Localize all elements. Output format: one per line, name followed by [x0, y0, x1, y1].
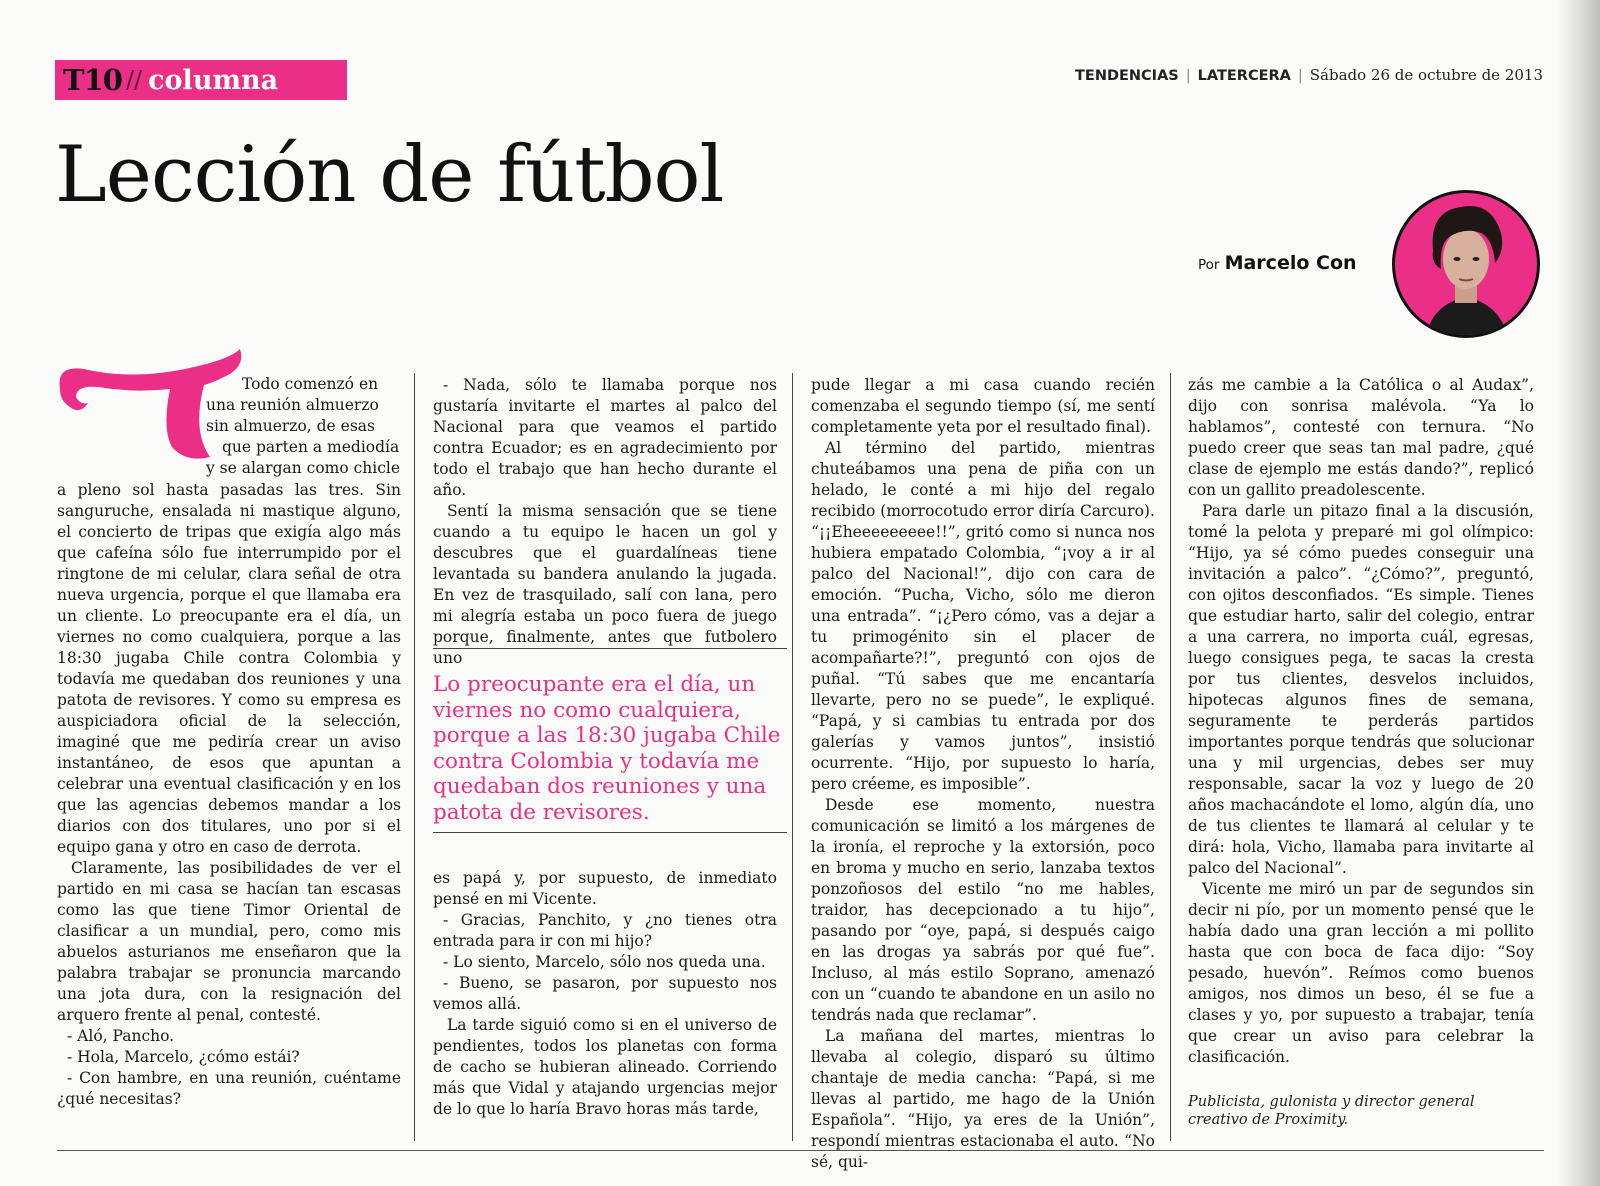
pull-quote: Lo preocupante era el día, un viernes no como cualquiera, porque a las 18:30 jugaba Chile contra Colombia y todavía me quedaban dos reuniones y una patota de revisores. — [433, 672, 781, 825]
column-rule — [414, 373, 415, 1141]
paragraph: La tarde siguió como si en el universo de pendientes, todos los planetas con forma de cacho se hubieran alineado. Corriendo más que Vidal y atajando urgencias mejor de lo que lo haría Bravo horas más tarde, — [433, 1016, 777, 1118]
column-3 — [811, 375, 1155, 1173]
pull-quote-rule-top — [433, 648, 787, 649]
author-photo — [1392, 190, 1540, 338]
section-label: columna — [148, 64, 279, 96]
column-2-top — [433, 375, 777, 669]
article-title: Lección de fútbol — [55, 130, 724, 220]
paragraph: Desde ese momento, nuestra comunicación se limitó a los márgenes de la ironía, el reproche y la extorsión, poco en broma y mucho en serio, lanzaba textos ponzoñosos del estilo “no me hables, traidor, has decepcionado a tu hijo”, pasando por “oye, papá, si después caigo en las drogas ya sabrás por qué fue”. Incluso, al más estilo Soprano, amenazó con un “cuando te abandone en un asilo no tendrás nada que reclamar”. — [811, 796, 1155, 1024]
column-1 — [57, 480, 401, 1110]
paragraph: a pleno sol hasta pasadas las tres. Sin sanguruche, ensalada ni mastique alguno, el concierto de tripas que exigía algo más que cafeína sólo fue interrumpido por el ringtone de mi celular, clara señal de otra nueva urgencia, porque el que llamaba era un cliente. Lo preocupante era el día, un viernes no como cualquiera, porque a las 18:30 jugaba Chile contra Colombia y todavía me quedaban dos reuniones y una patota de revisores. Y como su empresa es auspiciadora oficial de la selección, imaginé que me pediría crear un aviso instantáneo, de esos que apuntan a celebrar una eventual clasificación y en los que las agencias debemos mandar a los diarios con dos titulares, uno por si el equipo gana y otro en caso de derrota. — [57, 481, 401, 856]
paragraph: es papá y, por supuesto, de inmediato pensé en mi Vicente. — [433, 869, 777, 908]
author-signature: Publicista, gulonista y director general creativo de Proximity. — [1188, 1094, 1475, 1128]
byline — [1198, 252, 1357, 274]
lead-line: Todo comenzó en — [242, 375, 379, 393]
section-number: T10 — [63, 63, 122, 97]
header-divider: | — [1297, 68, 1303, 84]
lead-line: que parten a mediodía — [222, 438, 400, 456]
column-4 — [1188, 375, 1534, 1068]
paragraph: Vicente me miró un par de segundos sin decir ni pío, por un momento pensé que le había dado una gran lección a mi pollito hasta que con boca de faca dijo: “Soy pesado, huevón”. Reímos como buenos amigos, nos dimos un beso, él se fue a clases y yo, por supuesto a trabajar, tenía que crear un aviso para celebrar la clasificación. — [1188, 880, 1534, 1066]
lead-line: y se alargan como chicle — [206, 459, 401, 477]
lead-line: sin almuerzo, de esas — [206, 417, 375, 435]
dialogue-line: - Hola, Marcelo, ¿cómo estái? — [67, 1048, 300, 1066]
section-badge — [55, 60, 347, 100]
dialogue-line: - Con hambre, en una reunión, cuéntame ¿qué necesitas? — [57, 1069, 401, 1108]
paragraph: Sentí la misma sensación que se tiene cuando a tu equipo le hacen un gol y descubres que el guardalíneas tiene levantada su bandera anulando la jugada. En vez de trasquilado, salí con lana, pero mi alegría estaba un poco fuera de juego porque, finalmente, antes que futbolero uno — [433, 502, 777, 667]
paragraph: pude llegar a mi casa cuando recién comenzaba el segundo tiempo (sí, me sentí completamente yeta por el resultado final). — [811, 376, 1155, 436]
page-edge-shadow — [1558, 0, 1600, 1186]
author-name: Marcelo Con — [1224, 252, 1357, 274]
dialogue-line: - Nada, sólo te llamaba porque nos gustaría invitarte el martes al palco del Nacional para que veamos el partido contra Ecuador; es en agradecimiento por todo el trabajo que han hecho durante el año. — [433, 376, 777, 499]
paragraph: Al término del partido, mientras chuteábamos una pena de piña con un helado, le conté a mi hijo del regalo recibido (morrocotudo error diría Carcuro). — [811, 439, 1155, 520]
dialogue-line: - Lo siento, Marcelo, sólo nos queda una. — [443, 953, 766, 971]
header-divider: | — [1185, 68, 1191, 84]
dialogue-line: - Aló, Pancho. — [67, 1027, 175, 1045]
paragraph: zás me cambie a la Católica o al Audax”, dijo con sonrisa malévola. “Ya lo hablamos”, contesté con ternura. “No puedo creer que seas tan mal padre, ¿qué clase de ejemplo me estás dando?”, replicó con un gallito preadolescente. — [1188, 376, 1534, 499]
issue-date: Sábado 26 de octubre de 2013 — [1309, 66, 1543, 84]
header-meta — [1075, 66, 1543, 84]
pull-quote-rule-bottom — [433, 832, 787, 833]
lead-text — [206, 374, 401, 479]
lead-line: una reunión almuerzo — [206, 396, 379, 414]
paragraph: La mañana del martes, mientras lo llevaba al colegio, disparó su último chantaje de media cancha: “Papá, si me llevas al partido, me hago de la Unión Española”. “Hijo, ya eres de la Unión”, respondí mientras estacionaba el auto. “No sé, qui- — [811, 1027, 1155, 1171]
publication-name: TENDENCIAS — [1075, 68, 1179, 84]
newspaper-name: LATERCERA — [1197, 68, 1291, 84]
author-portrait-icon — [1395, 193, 1537, 335]
footer-rule — [57, 1150, 1544, 1151]
column-rule — [1170, 373, 1171, 1141]
byline-prefix: Por — [1198, 257, 1220, 273]
paragraph: Claramente, las posibilidades de ver el partido en mi casa se hacían tan escasas como las que tiene Timor Oriental de clasificar a un mundial, pero, como mis abuelos asturianos me enseñaron que la palabra trabajar se pronuncia marcando una jota dura, con la resignación del arquero frente al penal, contesté. — [57, 859, 401, 1024]
paragraph: Para darle un pitazo final a la discusión, tomé la pelota y preparé mi gol olímpico: “Hijo, ya sé cómo puedes conseguir una invitación a palco”. “¿Cómo?”, preguntó, con ojitos desconfiados. “Es simple. Tienes que estudiar harto, salir del colegio, entrar a una carrera, no importa cuál, egresas, luego consigues pega, te sacas la cresta por tus clientes, desvelos incluidos, hipotecas algunos fines de semana, seguramente te perderás partidos importantes porque tendrás que solucionar una y mil urgencias, debes ser muy responsable, sacar la voz y luego de 20 años machacándote el lomo, algún día, uno de tus clientes te llamará al celular y te dirá: hola, Vicho, llamaba para invitarte al palco del Nacional”. — [1188, 502, 1534, 877]
dialogue-line: - Gracias, Panchito, y ¿no tienes otra entrada para ir con mi hijo? — [433, 911, 777, 950]
section-separator: // — [125, 66, 143, 94]
column-2-bottom — [433, 868, 777, 1120]
column-rule — [792, 373, 793, 1141]
dialogue-line: - Bueno, se pasaron, por supuesto nos vemos allá. — [433, 974, 777, 1013]
paragraph: “¡¡Eheeeeeeeee!!”, gritó como si nunca nos hubiera empatado Colombia, “¡voy a ir al palco del Nacional!”, dijo con cara de emoción. “Pucha, Vicho, sólo me dieron una entrada”. “¡¿Pero cómo, vas a dejar a tu primogénito sin el placer de acompañarte?!”, preguntó con ojos de puñal. “Tú sabes que me encantaría llevarte, pero no se puede”, le expliqué. “Papá, y si cambias tu entrada por dos galerías y vamos juntos”, insistió ocurrente. “Hijo, por supuesto lo haría, pero créeme, es imposible”. — [811, 523, 1155, 793]
